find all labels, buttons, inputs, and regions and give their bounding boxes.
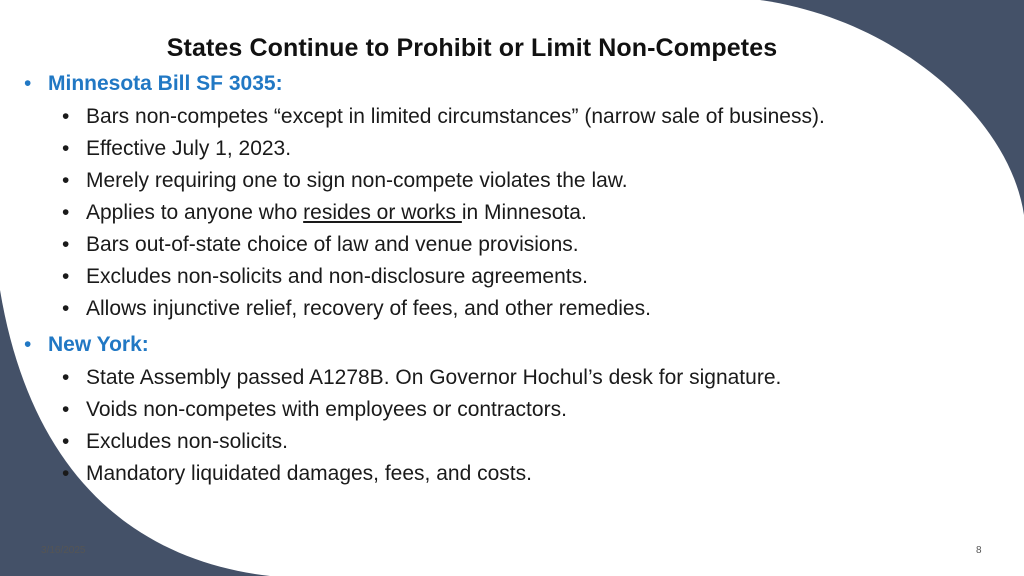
bullet-marker: • xyxy=(24,333,32,356)
list-item: • State Assembly passed A1278B. On Governor Hochul’s desk for signature. xyxy=(62,366,782,389)
section-heading-new-york: • New York: xyxy=(24,333,149,356)
bullet-marker: • xyxy=(24,72,32,95)
list-item: • Bars out-of-state choice of law and venue provisions. xyxy=(62,233,579,256)
list-item: • Excludes non-solicits and non-disclosure agreements. xyxy=(62,265,588,288)
list-item: • Bars non-competes “except in limited circumstances” (narrow sale of business). xyxy=(62,105,825,128)
list-item: • Applies to anyone who resides or works in Minnesota. xyxy=(62,201,587,224)
list-item: • Voids non-competes with employees or contractors. xyxy=(62,398,567,421)
list-item: • Mandatory liquidated damages, fees, and costs. xyxy=(62,462,532,485)
page-number: 8 xyxy=(976,545,982,556)
list-item: • Merely requiring one to sign non-compete violates the law. xyxy=(62,169,628,192)
list-item: • Allows injunctive relief, recovery of fees, and other remedies. xyxy=(62,297,651,320)
list-item: • Excludes non-solicits. xyxy=(62,430,288,453)
section-heading-minnesota: • Minnesota Bill SF 3035: xyxy=(24,72,283,95)
underlined-phrase: resides or works xyxy=(303,201,462,224)
footer-date: 3/16/2025 xyxy=(41,545,86,556)
slide-title: States Continue to Prohibit or Limit Non-Competes xyxy=(166,34,778,62)
list-item: • Effective July 1, 2023. xyxy=(62,137,292,160)
